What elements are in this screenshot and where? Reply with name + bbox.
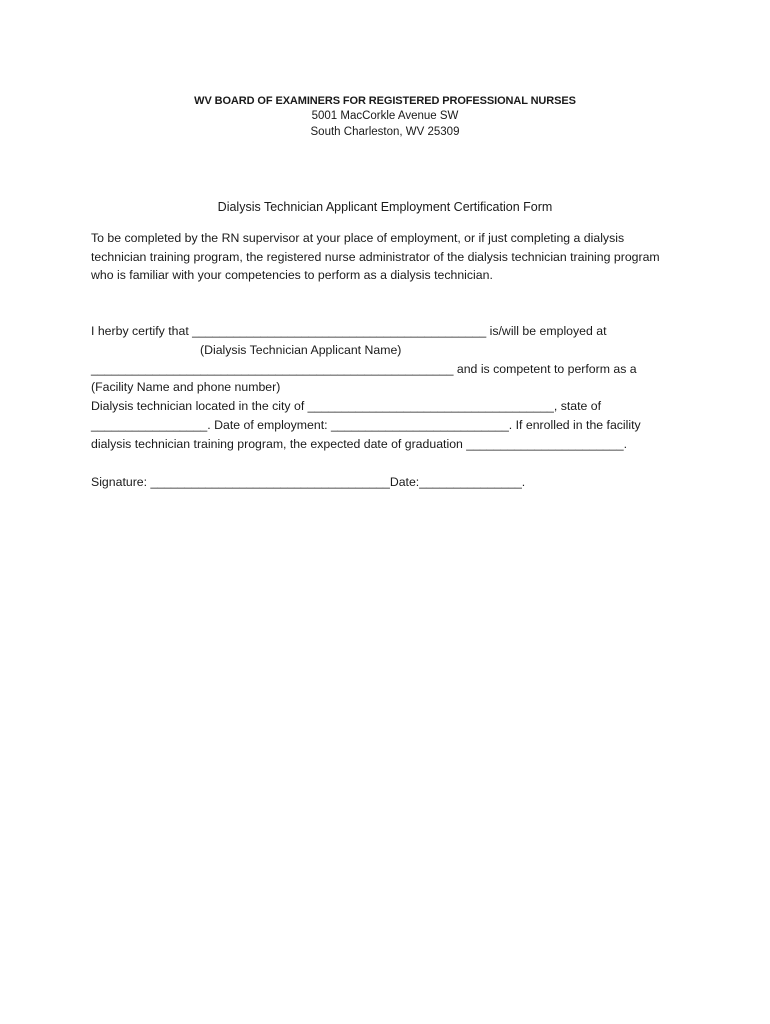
facility-caption: (Facility Name and phone number)	[91, 380, 281, 394]
address-line-2: South Charleston, WV 25309	[310, 126, 460, 138]
applicant-name-caption: (Dialysis Technician Applicant Name)	[200, 343, 402, 357]
graduation-date-line: dialysis technician training program, the expected date of graduation _______________________.	[91, 437, 627, 451]
form-title: Dialysis Technician Applicant Employment Certification Form	[217, 200, 553, 214]
city-state-line: Dialysis technician located in the city of ____________________________________, state of	[91, 399, 602, 413]
intro-paragraph: To be completed by the RN supervisor at your place of employment, or if just completing a dialysis technician training program, the registered nurse administrator of the dialysis technician training program who is familiar with your competencies to perform as a dialysis technician.	[91, 231, 660, 282]
employment-date-line: _________________. Date of employment: __________________________. If enrolled in the facility	[91, 418, 641, 432]
signature-date-line: Signature: ___________________________________Date:_______________.	[91, 475, 526, 489]
facility-line: _____________________________________________________ and is competent to perform as a	[91, 362, 637, 376]
address-line-1: 5001 MacCorkle Avenue SW	[311, 110, 459, 122]
organization-name: WV BOARD OF EXAMINERS FOR REGISTERED PROFESSIONAL NURSES	[194, 95, 576, 107]
certify-line: I herby certify that ___________________________________________ is/will be employed at	[91, 324, 607, 338]
